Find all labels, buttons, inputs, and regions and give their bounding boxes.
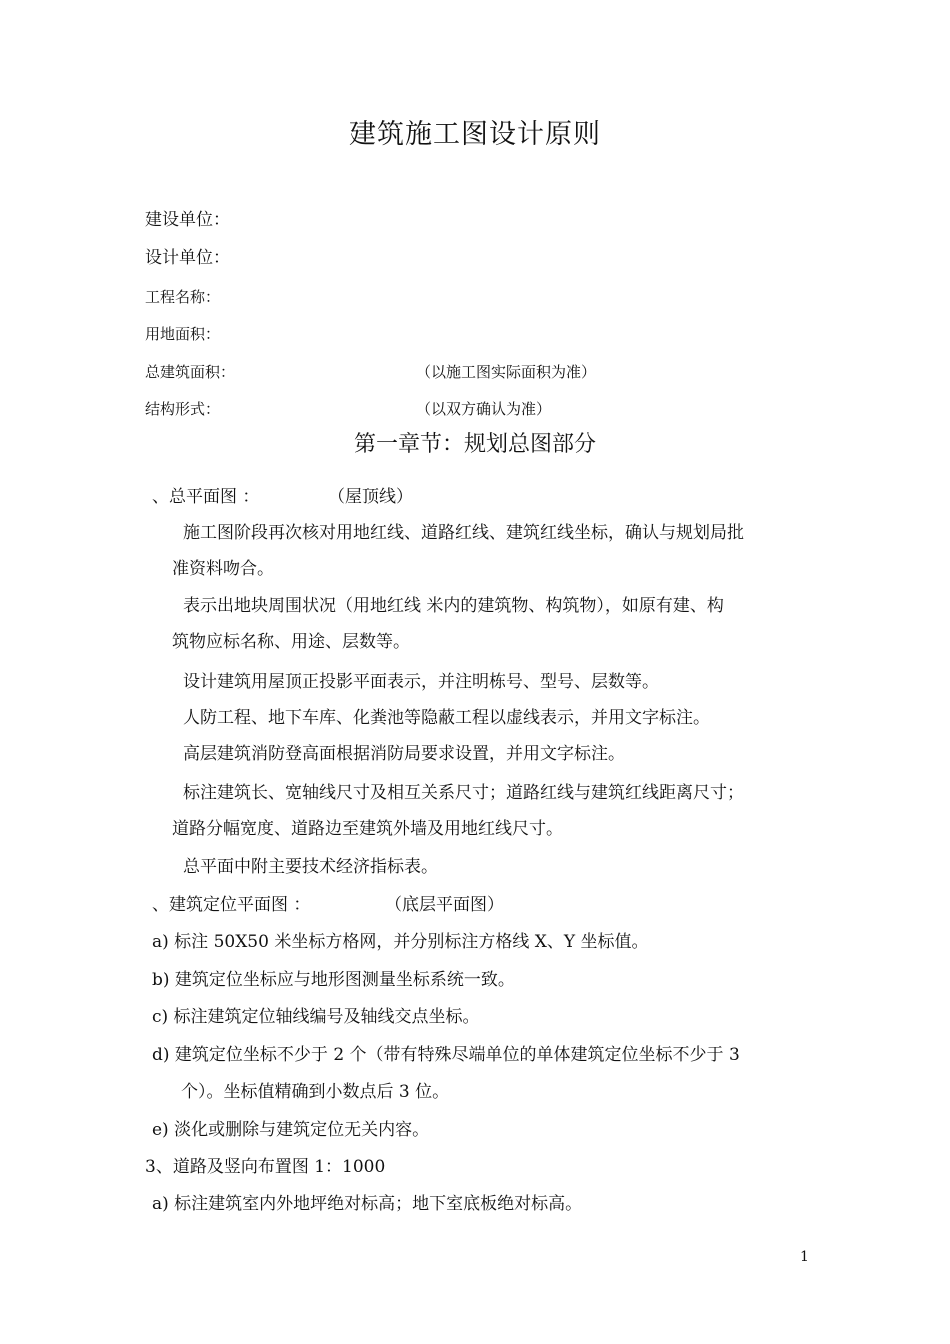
section1-heading: 、总平面图 ：	[152, 487, 260, 507]
field-design-unit: 设计单位：	[145, 248, 230, 268]
section1-heading-note: （屋顶线）	[328, 487, 413, 507]
field-structure-form-note: （以双方确认为准）	[416, 400, 552, 418]
field-land-area: 用地面积：	[145, 325, 221, 343]
field-total-building-area-note: （以施工图实际面积为准）	[416, 363, 597, 381]
section2-item-d-cont: 个）。坐标值精确到小数点后 3 位。	[181, 1082, 450, 1102]
section2-item-c: c) 标注建筑定位轴线编号及轴线交点坐标。	[152, 1007, 480, 1027]
section2-item-e: e) 淡化或删除与建筑定位无关内容。	[152, 1120, 430, 1140]
section1-line-1: 施工图阶段再次核对用地红线、道路红线、建筑红线坐标，确认与规划局批	[183, 523, 744, 543]
section2-item-b: b) 建筑定位坐标应与地形图测量坐标系统一致。	[152, 970, 515, 990]
section1-line-10: 总平面中附主要技术经济指标表。	[183, 857, 438, 877]
section2-item-a: a) 标注 50X50 米坐标方格网，并分别标注方格线 X、Y 坐标值。	[152, 932, 649, 952]
section3-item-a: a) 标注建筑室内外地坪绝对标高；地下室底板绝对标高。	[152, 1194, 583, 1214]
section1-line-2: 准资料吻合。	[172, 559, 274, 579]
field-construction-unit: 建设单位：	[145, 210, 230, 230]
page-number: 1	[800, 1249, 809, 1265]
chapter-title: 第一章节：规划总图部分	[353, 432, 596, 457]
field-structure-form: 结构形式：	[145, 400, 221, 418]
section1-line-3: 表示出地块周围状况（用地红线 米内的建筑物、构筑物），如原有建、构	[183, 596, 724, 616]
section1-line-4: 筑物应标名称、用途、层数等。	[172, 632, 410, 652]
field-total-building-area: 总建筑面积：	[145, 363, 236, 381]
section1-line-7: 高层建筑消防登高面根据消防局要求设置，并用文字标注。	[183, 744, 625, 764]
section1-line-6: 人防工程、地下车库、化粪池等隐蔽工程以虚线表示，并用文字标注。	[183, 708, 710, 728]
section3-heading: 3、道路及竖向布置图 1：1000	[145, 1157, 386, 1177]
section2-heading-note: （底层平面图）	[385, 895, 504, 915]
document-title: 建筑施工图设计原则	[349, 119, 601, 150]
section1-line-9: 道路分幅宽度、道路边至建筑外墙及用地红线尺寸。	[172, 819, 563, 839]
section1-line-8: 标注建筑长、宽轴线尺寸及相互关系尺寸；道路红线与建筑红线距离尺寸；	[183, 783, 744, 803]
section2-item-d: d) 建筑定位坐标不少于 2 个（带有特殊尽端单位的单体建筑定位坐标不少于 3	[152, 1045, 740, 1065]
section1-line-5: 设计建筑用屋顶正投影平面表示，并注明栋号、型号、层数等。	[183, 672, 659, 692]
field-project-name: 工程名称：	[145, 288, 221, 306]
section2-heading: 、建筑定位平面图 ：	[152, 895, 311, 915]
